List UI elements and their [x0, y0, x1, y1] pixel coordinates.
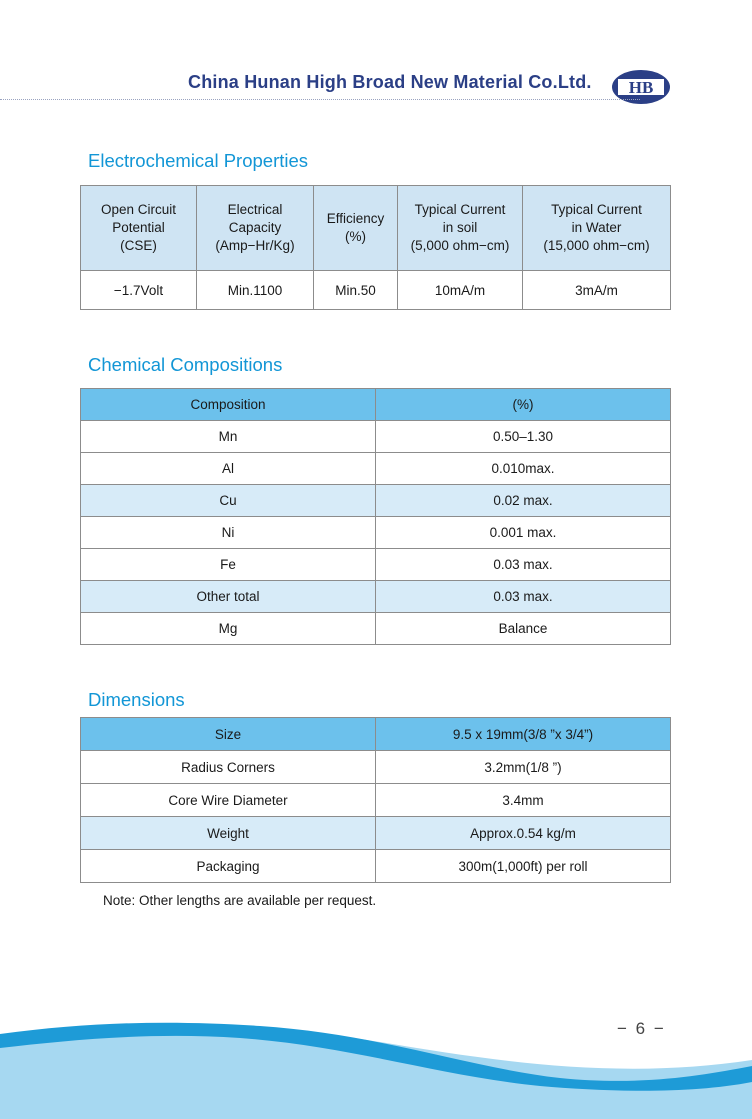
electrochemical-title: Electrochemical Properties — [88, 150, 309, 171]
element-cell: Al — [81, 453, 376, 485]
table-header-row — [81, 718, 671, 751]
element-cell: Mn — [81, 421, 376, 453]
value-efficiency: Min.50 — [314, 271, 398, 310]
header-cell: Size — [81, 718, 376, 751]
property-cell: Packaging — [81, 850, 376, 883]
table-row — [81, 613, 671, 645]
element-cell: Fe — [81, 549, 376, 581]
value-cell: 3.4mm — [376, 784, 671, 817]
header-cell-current-soil: Typical Current in soil (5,000 ohm−cm) — [398, 186, 523, 271]
percent-cell: 0.010max. — [376, 453, 671, 485]
value-current-soil: 10mA/m — [398, 271, 523, 310]
table-row — [81, 517, 671, 549]
percent-cell: Balance — [376, 613, 671, 645]
percent-cell: 0.50–1.30 — [376, 421, 671, 453]
property-cell: Weight — [81, 817, 376, 850]
header-cell: 9.5 x 19mm(3/8 ”x 3/4”) — [376, 718, 671, 751]
value-cell: 300m(1,000ft) per roll — [376, 850, 671, 883]
page-number: − 6 − — [617, 1019, 666, 1038]
electrochemical-header-row — [81, 186, 671, 271]
header-cell: (%) — [376, 389, 671, 421]
company-name: China Hunan High Broad New Material Co.Ltd. — [188, 72, 592, 92]
percent-cell: 0.02 max. — [376, 485, 671, 517]
table-row — [81, 421, 671, 453]
value-potential: −1.7Volt — [81, 271, 197, 310]
table-row — [81, 549, 671, 581]
table-row — [81, 850, 671, 883]
footnote: Note: Other lengths are available per request. — [103, 893, 377, 908]
table-row — [81, 784, 671, 817]
dimensions-title: Dimensions — [88, 689, 185, 710]
percent-cell: 0.03 max. — [376, 549, 671, 581]
element-cell: Cu — [81, 485, 376, 517]
table-row — [81, 581, 671, 613]
table-row — [81, 453, 671, 485]
value-cell: 3.2mm(1/8 ”) — [376, 751, 671, 784]
header-cell-current-water: Typical Current in Water (15,000 ohm−cm) — [523, 186, 671, 271]
element-cell: Mg — [81, 613, 376, 645]
header-cell: Composition — [81, 389, 376, 421]
header-cell-potential: Open Circuit Potential (CSE) — [81, 186, 197, 271]
electrochemical-value-row — [81, 271, 671, 310]
footer-wave — [0, 1000, 752, 1119]
element-cell: Other total — [81, 581, 376, 613]
svg-text:HB: HB — [628, 78, 654, 97]
table-row — [81, 751, 671, 784]
property-cell: Core Wire Diameter — [81, 784, 376, 817]
table-row — [81, 485, 671, 517]
table-row — [81, 817, 671, 850]
dimensions-table — [80, 717, 671, 883]
element-cell: Ni — [81, 517, 376, 549]
value-cell: Approx.0.54 kg/m — [376, 817, 671, 850]
table-header-row — [81, 389, 671, 421]
chemical-title: Chemical Compositions — [88, 354, 283, 375]
property-cell: Radius Corners — [81, 751, 376, 784]
hb-logo — [610, 66, 672, 108]
electrochemical-table — [80, 185, 671, 310]
value-capacity: Min.1100 — [197, 271, 314, 310]
chemical-table — [80, 388, 671, 645]
header-cell-capacity: Electrical Capacity (Amp−Hr/Kg) — [197, 186, 314, 271]
header-divider — [0, 99, 640, 100]
header-cell-efficiency: Efficiency (%) — [314, 186, 398, 271]
value-current-water: 3mA/m — [523, 271, 671, 310]
percent-cell: 0.03 max. — [376, 581, 671, 613]
percent-cell: 0.001 max. — [376, 517, 671, 549]
